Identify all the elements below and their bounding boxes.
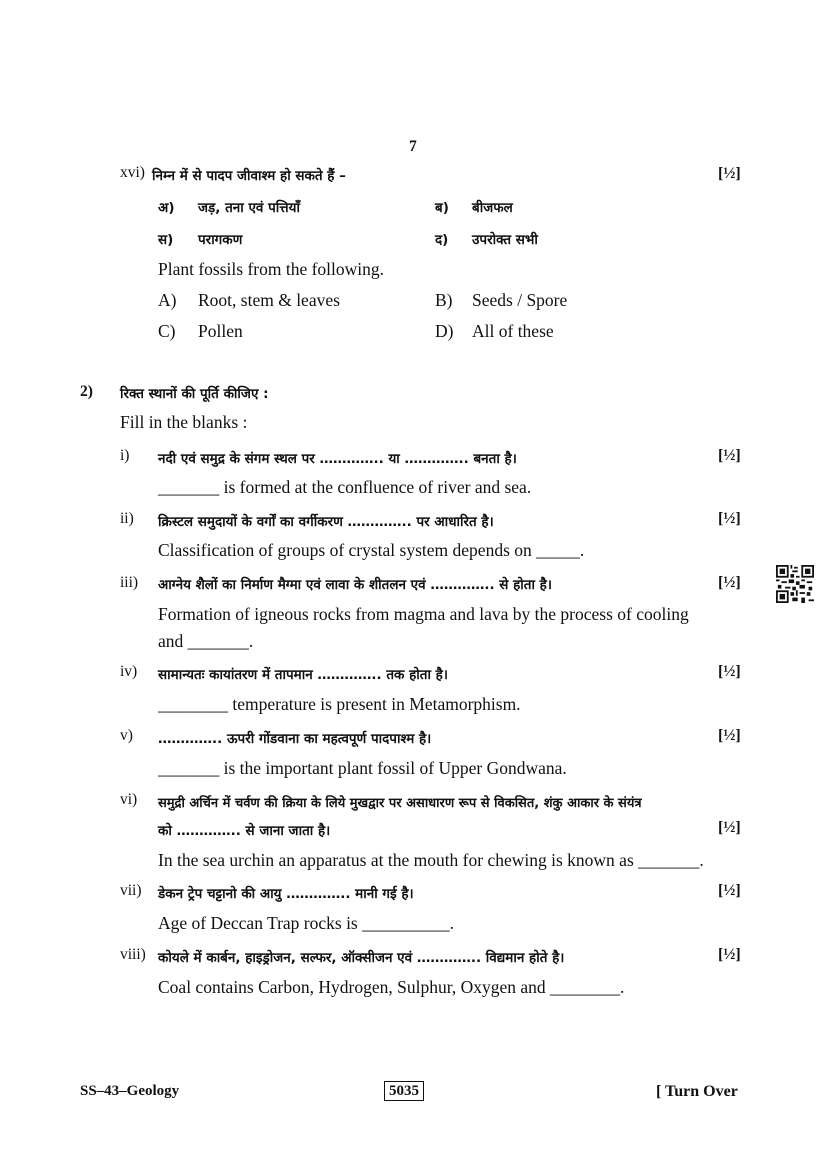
option-label: D)	[435, 321, 454, 341]
item-hindi-cont: को ………….. से जाना जाता है।	[158, 823, 331, 839]
marks: [½]	[718, 882, 741, 899]
footer-paper-code: SS–43–Geology	[80, 1083, 180, 1099]
question-number: xvi)	[120, 164, 145, 181]
item-hindi: ………….. ऊपरी गोंडवाना का महत्वपूर्ण पादपाश्म है।	[158, 731, 432, 747]
item-number: viii)	[120, 946, 146, 963]
item-english: In the sea urchin an apparatus at the mouth for chewing is known as _______.	[158, 850, 704, 870]
marks: [½]	[718, 663, 741, 680]
item-hindi: आग्नेय शैलों का निर्माण मैग्मा एवं लावा के शीतलन एवं ………….. से होता है।	[158, 577, 552, 593]
option-label: B)	[435, 290, 453, 310]
option-label: A)	[158, 290, 177, 310]
item-english: ________ temperature is present in Metamorphism.	[158, 694, 521, 714]
item-number: vi)	[120, 791, 138, 808]
item-number: iii)	[120, 574, 139, 591]
item-english: _______ is formed at the confluence of river and sea.	[158, 477, 532, 497]
option-text: उपरोक्त सभी	[472, 232, 538, 248]
page-number: 7	[409, 138, 417, 155]
item-english-cont: and _______.	[158, 631, 254, 651]
option-text: परागकण	[198, 232, 243, 248]
item-hindi: क्रिस्टल समुदायों के वर्गों का वर्गीकरण ………….. पर आधारित है।	[158, 514, 494, 530]
item-number: v)	[120, 727, 133, 744]
item-hindi: डेकन ट्रेप चट्टानो की आयु ………….. मानी गई है।	[158, 886, 414, 902]
question-english: Plant fossils from the following.	[158, 259, 385, 279]
item-number: ii)	[120, 510, 134, 527]
marks: [½]	[718, 510, 741, 527]
item-english: _______ is the important plant fossil of Upper Gondwana.	[158, 758, 567, 778]
option-label: ब)	[435, 200, 449, 216]
item-english: Age of Deccan Trap rocks is __________.	[158, 913, 454, 933]
question-number: 2)	[80, 383, 93, 400]
question-hindi: रिक्त स्थानों की पूर्ति कीजिए :	[120, 386, 269, 402]
marks: [½]	[718, 946, 741, 963]
item-number: iv)	[120, 663, 138, 680]
option-label: स)	[158, 232, 174, 248]
footer-turn-over: [ Turn Over	[656, 1083, 738, 1100]
marks: [½]	[718, 727, 741, 744]
marks: [½]	[718, 574, 741, 591]
item-english: Coal contains Carbon, Hydrogen, Sulphur, Oxygen and ________.	[158, 977, 625, 997]
option-text: Pollen	[198, 321, 243, 341]
question-english: Fill in the blanks :	[120, 412, 248, 432]
option-text: All of these	[472, 321, 554, 341]
marks: [½]	[718, 165, 741, 182]
marks: [½]	[718, 819, 741, 836]
footer-booklet-number: 5035	[384, 1081, 424, 1101]
item-english: Classification of groups of crystal system depends on _____.	[158, 540, 585, 560]
marks: [½]	[718, 447, 741, 464]
option-text: बीजफल	[472, 200, 513, 216]
option-text: Root, stem & leaves	[198, 290, 340, 310]
item-number: vii)	[120, 882, 142, 899]
qr-code-icon	[776, 565, 814, 603]
option-text: Seeds / Spore	[472, 290, 568, 310]
question-hindi: निम्न में से पादप जीवाश्म हो सकते हैं –	[152, 168, 346, 184]
option-text: जड़, तना एवं पत्तियाँ	[198, 200, 300, 216]
item-hindi: नदी एवं समुद्र के संगम स्थल पर ………….. या ………….. बनता है।	[158, 451, 517, 467]
item-english: Formation of igneous rocks from magma and lava by the process of cooling	[158, 604, 689, 624]
option-label: C)	[158, 321, 176, 341]
item-hindi: कोयले में कार्बन, हाइड्रोजन, सल्फर, ऑक्सीजन एवं ………….. विद्यमान होते है।	[158, 950, 565, 966]
option-label: अ)	[158, 200, 175, 216]
item-hindi: समुद्री अर्चिन में चर्वण की क्रिया के लिये मुखद्वार पर असाधारण रूप से विकसित, शंकु आकार के संयंत्र	[158, 796, 642, 811]
option-label: द)	[435, 232, 449, 248]
item-hindi: सामान्यतः कायांतरण में तापमान ………….. तक होता है।	[158, 667, 448, 683]
item-number: i)	[120, 447, 130, 464]
